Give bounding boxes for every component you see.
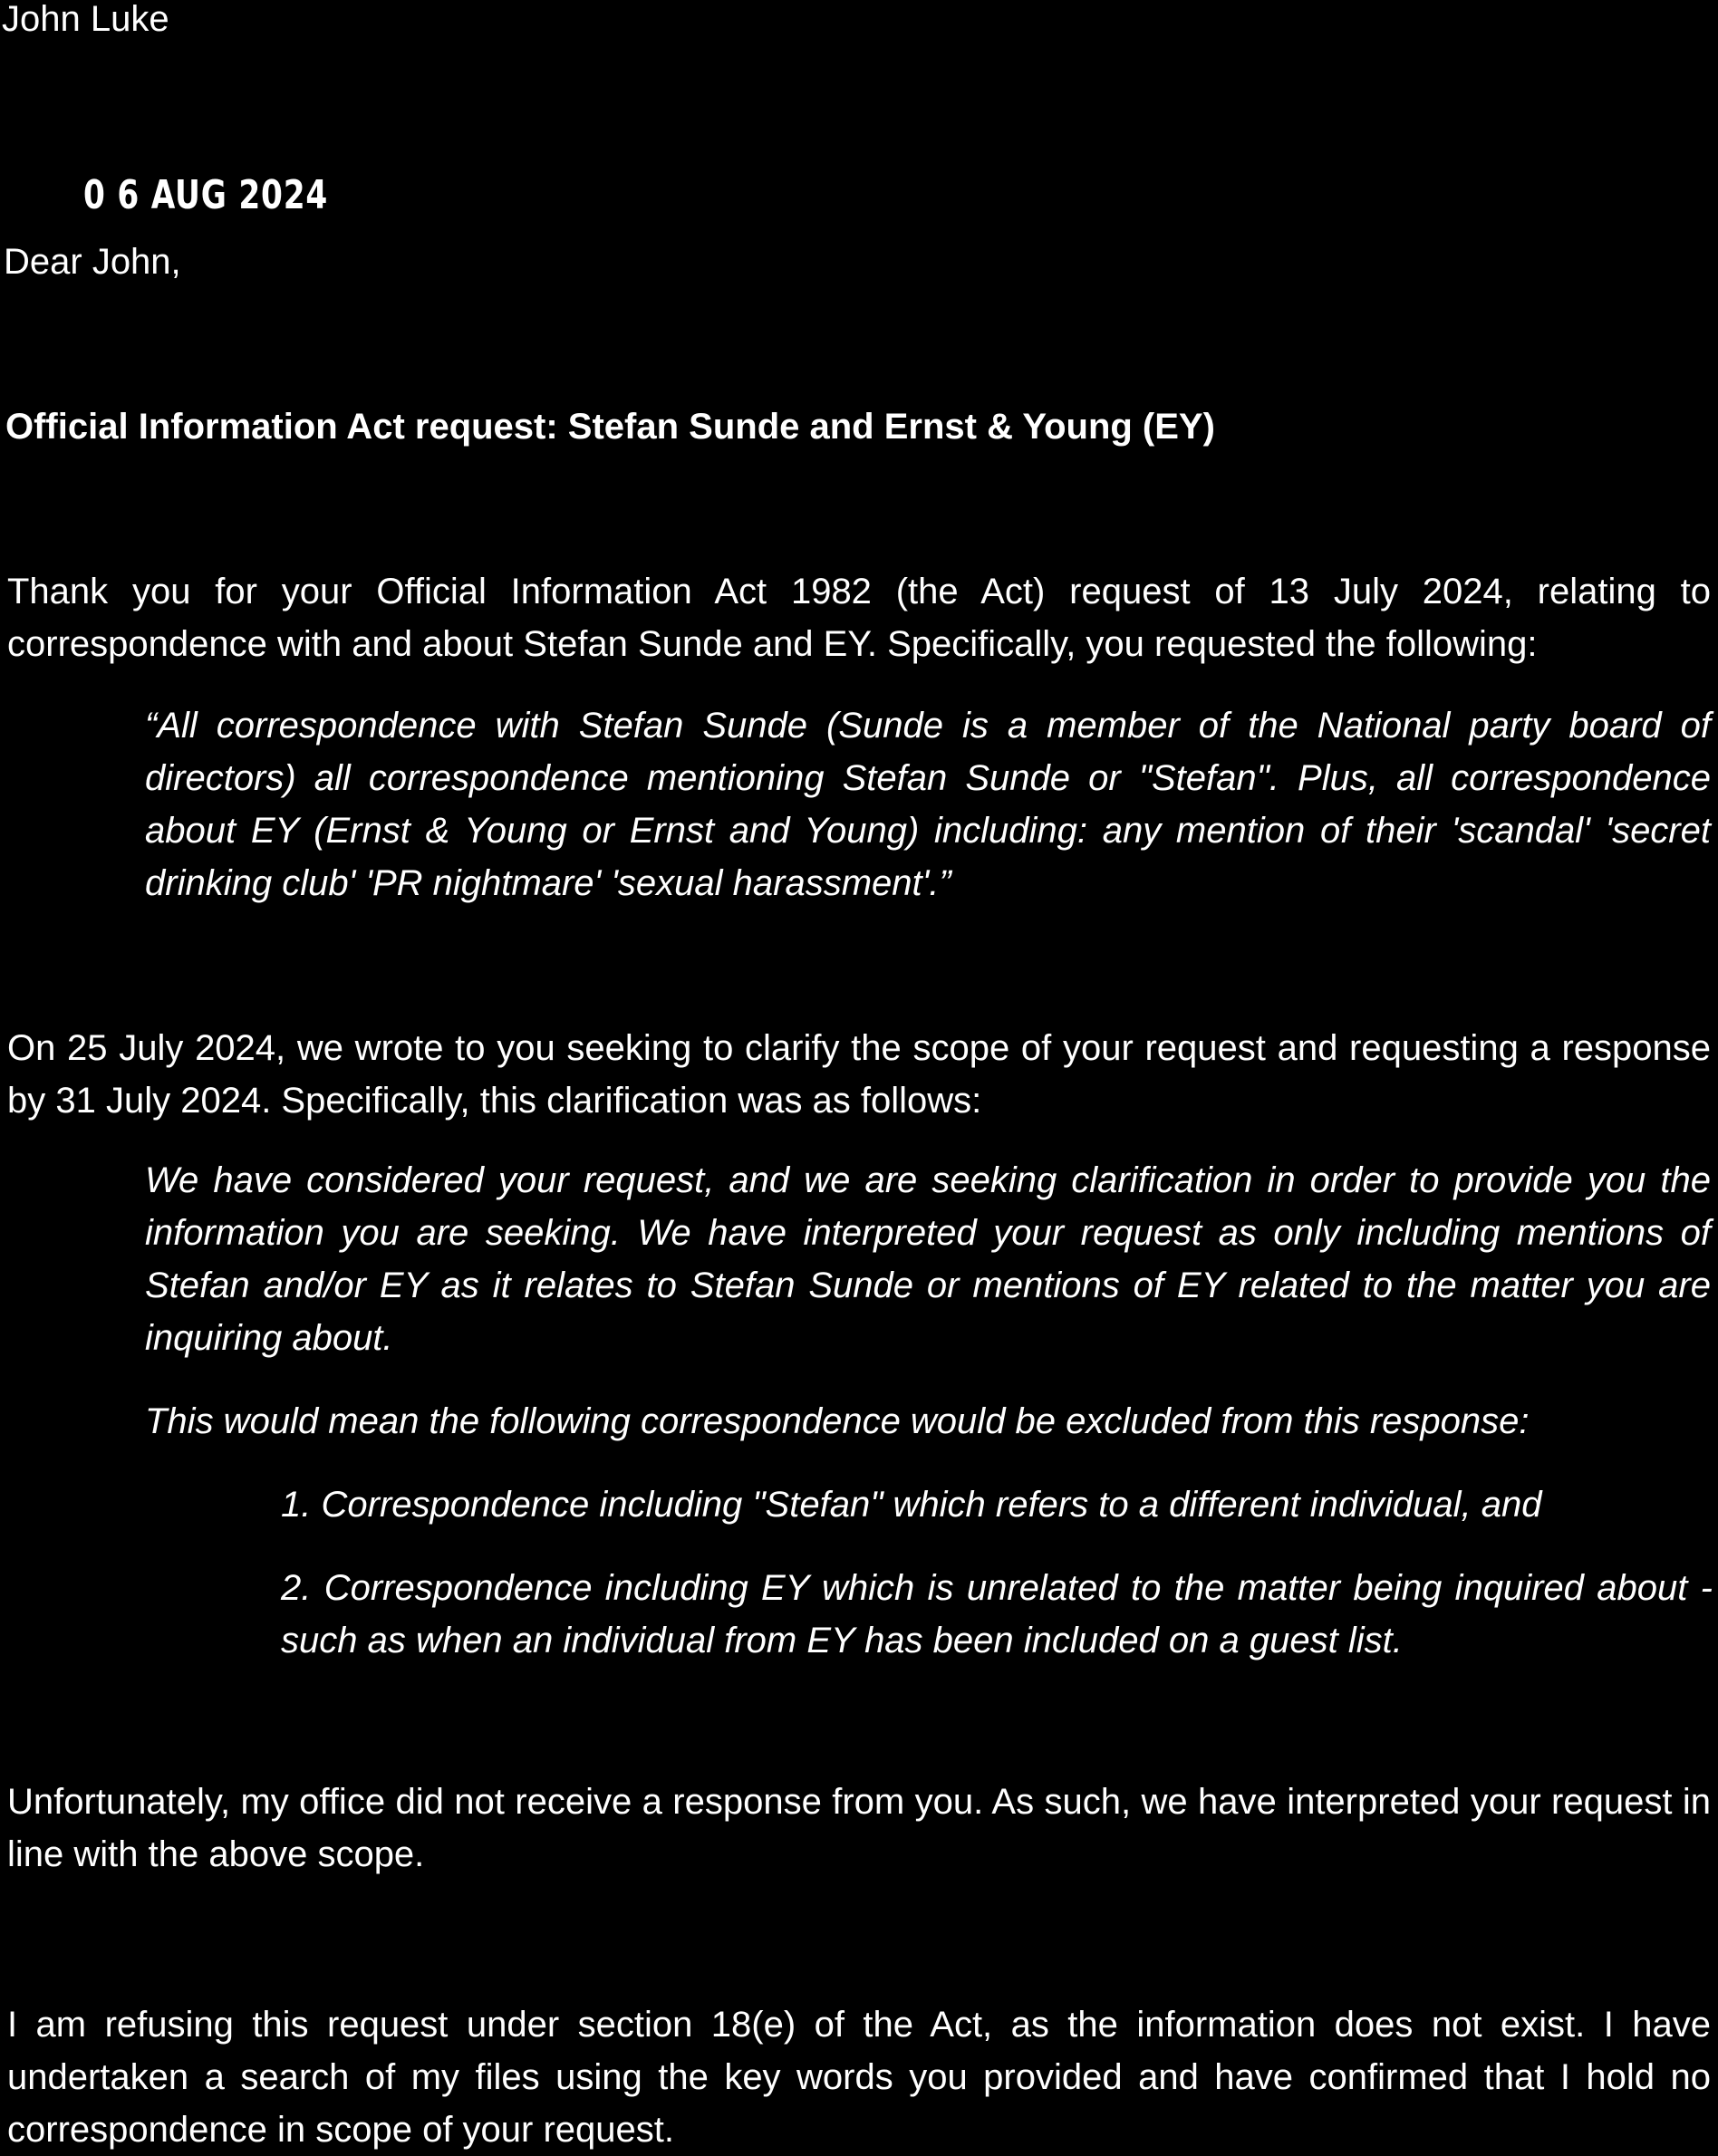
body-paragraph-request: Thank you for your Official Information Act 1982 (the Act) request of 13 July 2024, relating to correspondence with and about Stefan Sunde and EY. Specifically, you requested the following: <box>7 572 1711 664</box>
body-paragraph-clarification: On 25 July 2024, we wrote to you seeking to clarify the scope of your request and requesting a response by 31 July 2024. Specifically, this clarification was as follows: <box>7 1028 1711 1121</box>
list-item-text: Correspondence including "Stefan" which refers to a different individual, and <box>321 1485 1542 1525</box>
subject-heading: Official Information Act request: Stefan Sunde and Ernst & Young (EY) <box>5 407 1215 447</box>
salutation: Dear John, <box>4 242 181 282</box>
list-item-number: 2. <box>281 1568 312 1608</box>
body-paragraph-no-response: Unfortunately, my office did not receive a response from you. As such, we have interpreted your request in line with the above scope. <box>7 1782 1711 1874</box>
body-paragraph-refusal: I am refusing this request under section 18(e) of the Act, as the information does not exist. I have undertaken a search of my files using the key words you provided and have confirmed that I hold no correspondence in scope of your request. <box>7 2005 1711 2150</box>
addressee-name: John Luke <box>2 0 169 39</box>
exclusion-list-item <box>281 1478 1713 1531</box>
exclusion-list-item <box>281 1562 1713 1667</box>
date-stamp: 0 6 AUG 2024 <box>83 172 329 218</box>
quoted-exclusion-intro: This would mean the following correspondence would be excluded from this response: <box>145 1401 1530 1441</box>
list-item-number: 1. <box>281 1485 312 1525</box>
list-item-text: Correspondence including EY which is unrelated to the matter being inquired about - such as when an individual from EY has been included on a guest list. <box>281 1568 1713 1660</box>
quoted-original-request: “All correspondence with Stefan Sunde (Sunde is a member of the National party board of directors) all correspondence mentioning Stefan Sunde or "Stefan". Plus, all correspondence about EY (Ernst & Young or Ernst and Young) including: any mention of their 'scandal' 'secret drinking club' 'PR nightmare' 'sexual harassment'.” <box>145 706 1711 903</box>
quoted-clarification: We have considered your request, and we are seeking clarification in order to provide you the information you are seeking. We have interpreted your request as only including mentions of Stefan and/or EY as it relates to Stefan Sunde or mentions of EY related to the matter you are inquiring about. <box>145 1160 1711 1358</box>
